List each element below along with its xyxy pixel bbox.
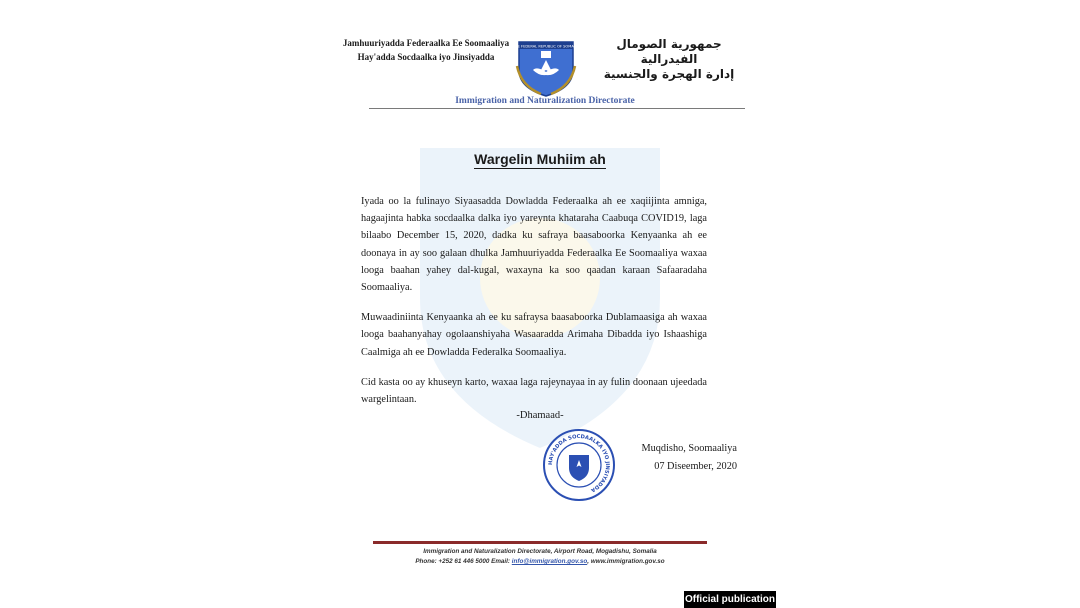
footer-address: Immigration and Naturalization Directorate, Airport Road, Mogadishu, Somalia <box>423 548 657 555</box>
footer-divider <box>373 541 707 544</box>
footer-contact <box>305 557 775 567</box>
footer-phone: Phone: +252 61 446 5000 Email: <box>415 558 512 565</box>
footer <box>305 547 775 567</box>
letter-body <box>361 193 707 421</box>
letter-title-text: Wargelin Muhiim ah <box>474 151 606 167</box>
place: Muqdisho, Soomaaliya <box>641 443 737 454</box>
footer-email-link[interactable]: info@immigration.gov.so <box>511 558 588 565</box>
seal-text: HAY'ADDA SOCDAALKA IYO JINSIYADDA <box>547 433 611 493</box>
header-somali <box>341 36 511 64</box>
date: 07 Diseember, 2020 <box>654 461 737 472</box>
paragraph-2: Muwaadiniinta Kenyaanka ah ee ku safraysa baasaboorka Dublamaasiga ah waxaa looga baahanyahay ogolaanshiyaha Wasaaradda Arimaha Dibadda iyo Ishaashiga Caalmiga ah ee Dowladda Federalka Soomaaliya. <box>361 312 707 358</box>
header-divider <box>369 108 745 109</box>
paragraph-1: Iyada oo la fulinayo Siyaasadda Dowladda Federaalka ah ee xaqiijinta amniga, hagaajinta habka socdaalka dalka iyo yareynta khataraha Caabuqa COVID19, laga bilaabo December 15, 2020, dadka ku safraya baasaboorka Kenyaanka ah ee doonaya in ay soo galaan dhulka Jamhuuriyadda Federaalka Ee Soomaaliya waxaa looga baahan yahey dal-kugal, waxayna ka soo qaadan karaan Safaaradaha Soomaaliya. <box>361 196 707 294</box>
place-and-date <box>627 440 737 476</box>
official-seal-icon <box>542 428 616 502</box>
header-right-line2: إدارة الهجرة والجنسية <box>603 67 735 81</box>
header-left-line1: Jamhuuriyadda Federaalka Ee Soomaaliya <box>342 38 510 48</box>
header-arabic <box>599 37 739 82</box>
footer-website: , www.immigration.gov.so <box>587 558 665 565</box>
paragraph-3: Cid kasta oo ay khuseyn karto, waxaa laga rajeynayaa in ay fulin doonaan ujeedada wargelintaan. <box>361 376 707 406</box>
official-publication-badge: Official publication <box>684 591 776 608</box>
header-right-line1: جمهورية الصومال الفيدرالية <box>616 37 722 66</box>
closing-mark: -Dhamaad- <box>516 410 564 421</box>
header-left-line2: Hay'adda Socdaalka iyo Jinsiyadda <box>357 52 495 62</box>
directorate-title: Immigration and Naturalization Directorate <box>455 96 635 106</box>
letter-page <box>305 0 775 608</box>
letter-title <box>305 151 775 167</box>
somalia-emblem-icon <box>511 36 581 98</box>
emblem-text: THE FEDERAL REPUBLIC OF SOMALIA <box>512 44 580 49</box>
